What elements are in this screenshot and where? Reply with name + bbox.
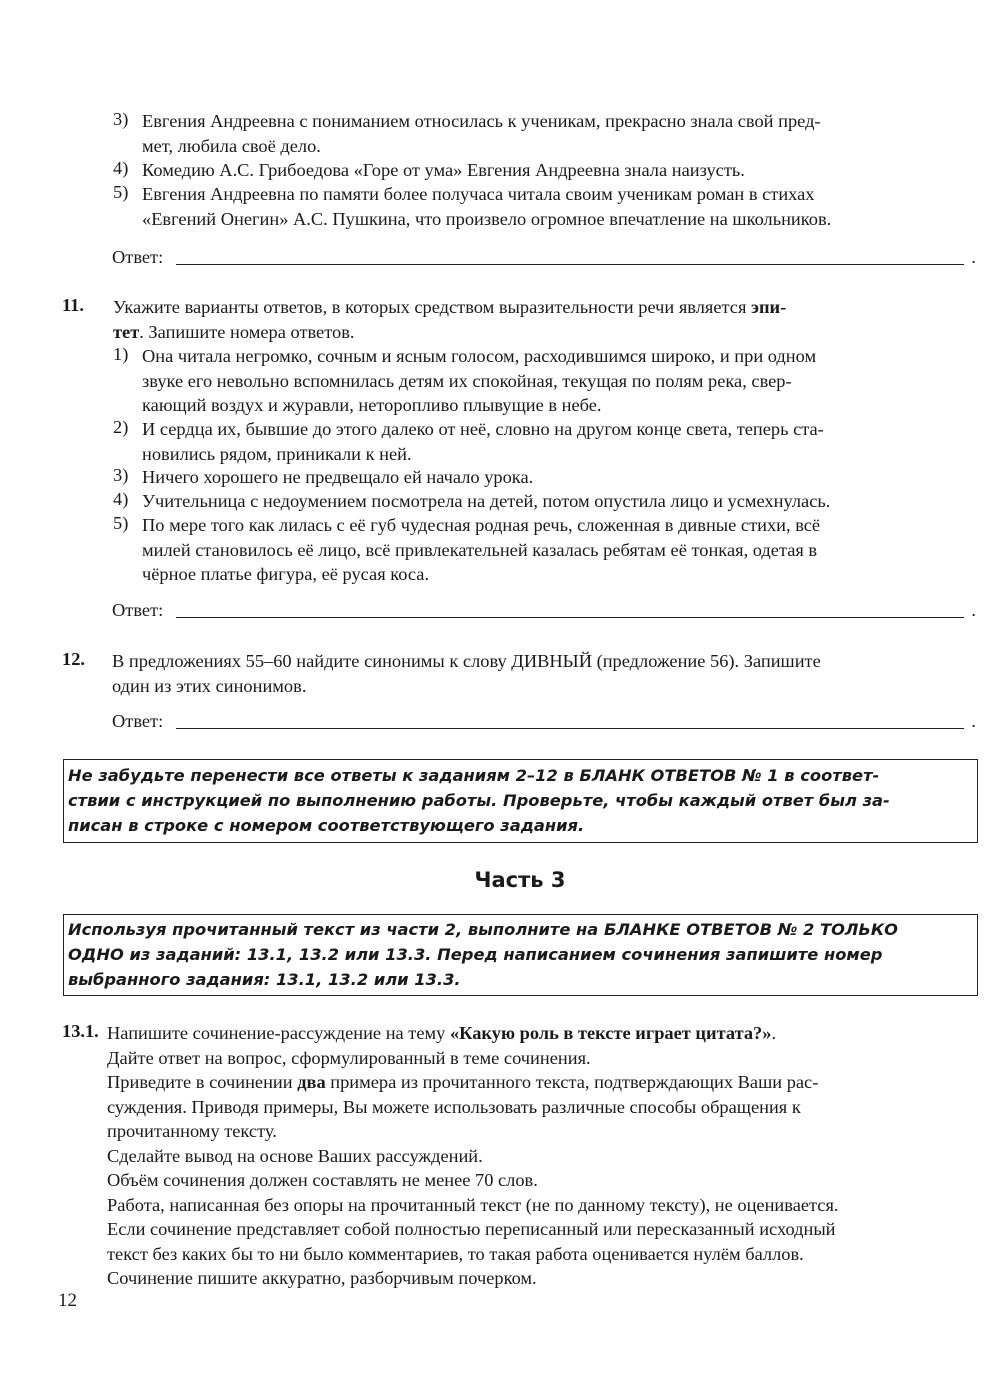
q12-prompt: В предложениях 55–60 найдите синонимы к слову ДИВНЫЙ (предложение 56). Запишите один из этих синонимов.	[112, 651, 821, 696]
task-number-13-1: 13.1.	[62, 1021, 99, 1041]
q11-prompt: Укажите варианты ответов, в которых средством выразительности речи является эпи- тет. Запишите номера ответов.	[113, 297, 787, 342]
q11-option-1-text: Она читала негромко, сочным и ясным голосом, расходившимся широко, и при одном звуке его невольно вспомнилась детям их спокойная, текущая по полям река, свер- кающий воздух и журавли, неторопливо плывущие в небе.	[142, 346, 817, 415]
q11-option-5-text: По мере того как лилась с её губ чудесная родная речь, сложенная в дивные стихи, всё милей становилось её лицо, всё привлекательней казалась ребятам её тонкая, одетая в чёрное платье фигура, её русая коса.	[142, 515, 821, 584]
answer-line-q12[interactable]: Ответ: .	[112, 711, 976, 731]
instruction-box: Используя прочитанный текст из части 2, выполните на БЛАНКЕ ОТВЕТОВ № 2 ТОЛЬКО ОДНО из заданий: 13.1, 13.2 или 13.3. Перед написанием сочинения запишите номер выбранного задания: 13.1, 13.2 или 13.3.	[63, 914, 978, 996]
page-number: 12	[58, 1290, 77, 1311]
answer-rule	[176, 617, 964, 618]
task-13-1-text: Напишите сочинение-рассуждение на тему «Какую роль в тексте играет цитата?». Дайте ответ на вопрос, сформулированный в теме сочинения. Приведите в сочинении два примера из прочитанного текста, подтверждающих Ваши рас- суждения. Приводя примеры, Вы можете использовать различные способы обращения к прочитанному тексту. Сделайте вывод на основе Ваших рассуждений. Объём сочинения должен составлять не менее 70 слов. Работа, написанная без опоры на прочитанный текст (не по данному тексту), не оценивается. Если сочинение представляет собой полностью переписанный или пересказанный исходный текст без каких бы то ни было комментариев, то такая работа оценивается нулём баллов. Сочинение пишите аккуратно, разборчивым почерком.	[107, 1023, 839, 1288]
q10-option-3-text: Евгения Андреевна с пониманием относилась к ученикам, прекрасно знала свой пред- мет, любила своё дело.	[142, 111, 821, 156]
answer-line-q10[interactable]: Ответ: .	[112, 247, 976, 267]
reminder-box: Не забудьте перенести все ответы к заданиям 2–12 в БЛАНК ОТВЕТОВ № 1 в соответ- ствии с инструкцией по выполнению работы. Проверьте, чтобы каждый ответ был за- писан в строке с номером соответствующего задания.	[63, 759, 978, 843]
question-number-12: 12.	[62, 649, 85, 669]
answer-line-q11[interactable]: Ответ: .	[112, 600, 976, 620]
q10-option-5-text: Евгения Андреевна по памяти более получаса читала своим ученикам роман в стихах «Евгений Онегин» А.С. Пушкина, что произвело огромное впечатление на школьников.	[142, 184, 832, 229]
answer-rule	[176, 264, 964, 265]
question-number-11: 11.	[62, 295, 84, 315]
q11-option-2-text: И сердца их, бывшие до этого далеко от неё, словно на другом конце света, теперь ста- новились рядом, приникали к ней.	[142, 419, 824, 464]
answer-rule	[176, 728, 964, 729]
part-3-title: Часть 3	[474, 868, 566, 892]
